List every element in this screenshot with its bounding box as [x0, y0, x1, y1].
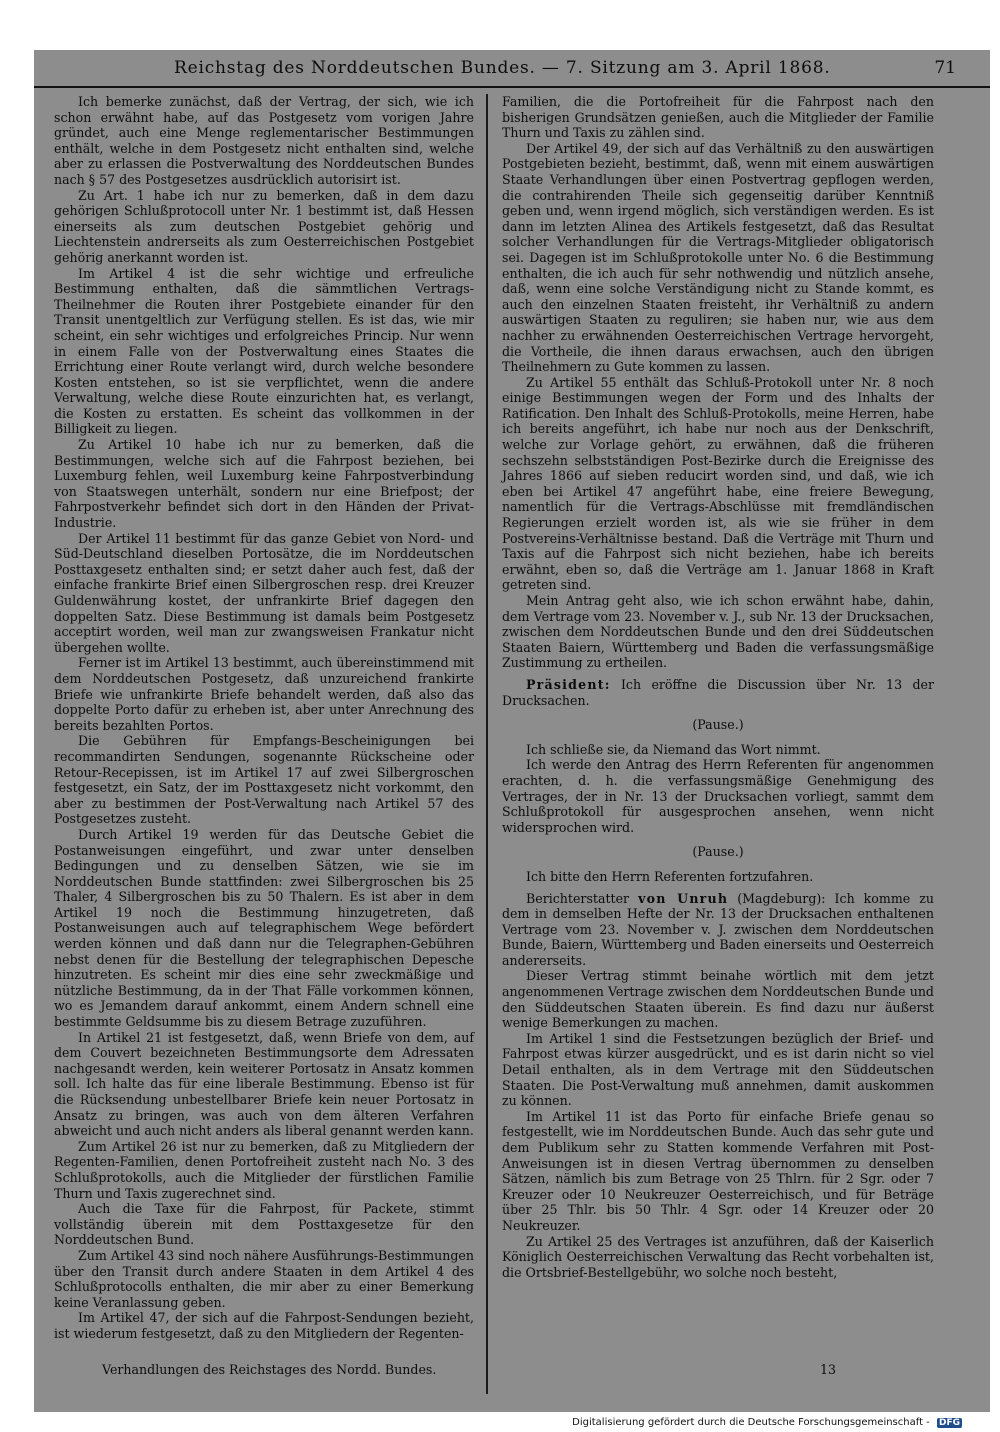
pause-note: (Pause.) — [692, 844, 744, 860]
paragraph: Im Artikel 1 sind die Festsetzungen bezüglich der Brief- und Fahrpost etwas kürzer ausgedrückt, und es ist darin nicht so viel Detail enthalten, als in dem Vertrage mit den Süddeutschen Staaten. Die Post-Verwaltung muß annehmen, damit auskommen zu können. — [502, 1030, 934, 1109]
digitization-credit — [572, 1417, 962, 1428]
paragraph: Der Artikel 49, der sich auf das Verhältniß zu den auswärtigen Postgebieten bezieht, bestimmt, daß, wenn mit einem auswärtigen Staate Verhandlungen über einen Postvertrag gepflogen werden, die contrahirenden Theile sich gegenseitig darüber Kenntniß geben und, wenn irgend möglich, sich verständigen werden. Es ist dann im letzten Alinea des Artikels festgesetzt, daß das Resultat solcher Verhandlungen für die Vertrags-Mitglieder obligatorisch sei. Dagegen ist im Schlußprotokolle unter No. 6 die Bestimmung enthalten, die ich auch für sehr nothwendig und nützlich ansehe, daß, wenn eine solche Verständigung nicht zu Stande kommt, es auch den einzelnen Staaten freisteht, ihr Verhältniß zu andern auswärtigen Staaten zu reguliren; sie haben nur, wie aus dem nachher zu erwähnenden Oesterreichischen Vertrage hervorgeht, die Vortheile, die ihnen daraus erwachsen, auch den übrigen Theilnehmern zu Gute kommen zu lassen. — [502, 140, 934, 375]
paragraph: In Artikel 21 ist festgesetzt, daß, wenn Briefe von dem, auf dem Couvert bezeichneten Bestimmungsorte dem Adressaten nachgesandt werden, kein weiterer Portosatz in Ansatz kommen soll. Ich halte das für eine liberale Bestimmung. Ebenso ist für die Rücksendung unbestellbarer Briefe kein neuer Portosatz in Ansatz zu bringen, was auch von dem älteren Verfahren abweicht und auch nicht anders als liberal genannt werden kann. — [54, 1029, 474, 1139]
paragraph: Ich schließe sie, da Niemand das Wort nimmt. — [526, 741, 821, 757]
paragraph: Durch Artikel 19 werden für das Deutsche Gebiet die Postanweisungen eingeführt, und zwar unter denselben Bedingungen und zu denselben Sätzen, wie sie im Norddeutschen Bunde stattfinden: zwei Silbergroschen bis 25 Thaler, 4 Silbergroschen bis zu 50 Thalern. Es ist aber in dem Artikel 19 noch die Bestimmung hinzugetreten, daß Postanweisungen auch auf telegraphischem Wege befördert werden können und daß dann nur die Telegraphen-Gebühren nebst denen für die Bestellung der telegraphischen Depesche hinzutreten. Es scheint mir dies eine sehr zweckmäßige und nützliche Bestimmung, da in der That Fälle vorkommen können, wo es Jemandem darauf ankommt, einem Andern schnell eine bestimmte Geldsumme bis zu diesem Betrage zuzuführen. — [54, 826, 474, 1030]
paragraph: Zum Artikel 43 sind noch nähere Ausführungs-Bestimmungen über den Transit durch andere Staaten in dem Artikel 4 des Schlußprotocolls enthalten, die mir aber zu einer Bemerkung keine Veranlassung geben. — [54, 1247, 474, 1310]
paragraph: Im Artikel 11 ist das Porto für einfache Briefe genau so festgestellt, wie im Norddeutschen Bunde. Auch das sehr gute und dem Publikum sehr zu Statten kommende Verfahren mit Post-Anweisungen ist in diesen Vertrag übernommen zu denselben Sätzen, nämlich bis zum Betrage von 25 Thlrn. für 2 Sgr. oder 7 Kreuzer oder 10 Neukreuzer Oesterreichisch, und für Beträge über 25 Thlr. bis 50 Thlr. 4 Sgr. oder 14 Kreuzer oder 20 Neukreuzer. — [502, 1108, 934, 1233]
paragraph: Ferner ist im Artikel 13 bestimmt, auch übereinstimmend mit dem Norddeutschen Postgesetz, daß unzureichend frankirte Briefe wie unfrankirte Briefe behandelt werden, daß also das doppelte Porto dafür zu erheben ist, aber unter Anrechnung des bereits bezahlten Portos. — [54, 655, 474, 733]
footer-source-line: Verhandlungen des Reichstages des Nordd. Bundes. — [102, 1362, 437, 1377]
paragraph: Ich bitte den Herrn Referenten fortzufahren. — [526, 868, 814, 884]
statement-text: Ich eröffne die Discussion über Nr. 13 der Drucksachen. — [502, 676, 934, 708]
paragraph: Im Artikel 4 ist die sehr wichtige und erfreuliche Bestimmung enthalten, daß die sämmtlichen Vertrags-Theilnehmer die Routen ihrer Postgebiete einander für den Transit unentgeltlich zur Verfügung stellen. Es ist das, wie mir scheint, ein sehr wichtiges und erfolgreiches Princip. Nur wenn in einem Falle von der Postverwaltung eines Staates die Errichtung einer Route verlangt wird, durch welche besondere Kosten entstehen, so ist sie verpflichtet, wenn die andere Verwaltung, welche diese Route einzurichten hat, es verlangt, die Kosten zu erstatten. Es scheint das vollkommen in der Billigkeit zu liegen. — [54, 265, 474, 437]
reporter-role: Berichterstatter — [526, 890, 630, 906]
right-column — [502, 94, 934, 1280]
paragraph: Zu Artikel 25 des Vertrages ist anzuführen, daß der Kaiserlich Königlich Oesterreichischen Verwaltung das Recht vorbehalten ist, die Ortsbrief-Bestellgebühr, wo solche noch besteht, — [502, 1233, 934, 1280]
statement-text: Ich komme zu dem in demselben Hefte der Nr. 13 der Drucksachen enthaltenen Vertrage vom 23. November v. J. zwischen dem Norddeutschen Bunde, Baiern, Württemberg und Baden einerseits und Oesterreich andererseits. — [502, 890, 934, 968]
sheet-number: 13 — [820, 1362, 837, 1377]
paragraph: Der Artikel 11 bestimmt für das ganze Gebiet von Nord- und Süd-Deutschland dieselben Portosätze, die im Norddeutschen Posttaxgesetz enthalten sind; er setzt daher auch fest, daß der einfache frankirte Brief einen Silbergroschen resp. drei Kreuzer Guldenwährung kostet, der unfrankirte Brief dagegen den doppelten Satz. Diese Bestimmung ist damals beim Postgesetz acceptirt worden, weil man zur zwangsweisen Frankatur nicht übergehen wollte. — [54, 530, 474, 655]
paragraph: Im Artikel 47, der sich auf die Fahrpost-Sendungen bezieht, ist wiederum festgesetzt, daß zu den Mitgliedern der Regenten- — [54, 1310, 474, 1341]
paragraph: Zu Art. 1 habe ich nur zu bemerken, daß in dem dazu gehörigen Schlußprotocoll unter Nr. 1 bestimmt ist, daß Hessen einerseits als zum deutschen Postgebiet gehörig und Liechtenstein andrerseits als zum Oesterreichischen Postgebiet gehörig anerkannt worden ist. — [54, 187, 474, 265]
running-title: Reichstag des Norddeutschen Bundes. — 7. Sitzung am 3. April 1868. — [174, 58, 831, 78]
dfg-logo-icon: DFG — [938, 1418, 960, 1428]
column-divider — [486, 94, 488, 1394]
president-statement — [502, 677, 934, 708]
paragraph: Auch die Taxe für die Fahrpost, für Packete, stimmt vollständig überein mit dem Posttaxgesetze für den Norddeutschen Bund. — [54, 1201, 474, 1248]
paragraph: Dieser Vertrag stimmt beinahe wörtlich mit dem jetzt angenommenen Vertrage zwischen dem Norddeutschen Bunde und den Süddeutschen Staaten überein. Es find dazu nur äußerst wenige Bemerkungen zu machen. — [502, 968, 934, 1031]
paragraph: Ich werde den Antrag des Herrn Referenten für angenommen erachten, d. h. die verfassungsmäßige Genehmigung des Vertrages, der in Nr. 13 der Drucksachen vorliegt, sammt dem Schlußprotokoll für ausgesprochen ansehen, wenn nicht widersprochen wird. — [502, 757, 934, 835]
paragraph: Zu Artikel 10 habe ich nur zu bemerken, daß die Bestimmungen, welche sich auf die Fahrpost beziehen, bei Luxemburg fehlen, weil Luxemburg keine Fahrpostverbindung von Staatswegen unterhält, sondern nur eine Briefpost; der Fahrpostverkehr befindet sich dort in den Händen der Privat-Industrie. — [54, 437, 474, 531]
continued-paragraph: Familien, die die Portofreiheit für die Fahrpost nach den bisherigen Grundsätzen genießen, auch die Mitglieder der Familie Thurn und Taxis zu zählen sind. — [502, 94, 934, 141]
page-number: 71 — [934, 58, 956, 78]
scanned-page — [34, 50, 990, 1412]
reporter-place: (Magdeburg): — [737, 890, 826, 906]
paragraph: Mein Antrag geht also, wie ich schon erwähnt habe, dahin, dem Vertrage vom 23. November v. J., sub Nr. 13 der Drucksachen, zwischen dem Norddeutschen Bunde und den drei Süddeutschen Staaten Baiern, Württemberg und Baden die verfassungsmäßige Zustimmung zu ertheilen. — [502, 593, 934, 671]
paragraph: Ich bemerke zunächst, daß der Vertrag, der sich, wie ich schon erwähnt habe, auf das Postgesetz vom vorigen Jahre gründet, auch eine Menge reglementarischer Bestimmungen enthält, welche in dem Postgesetz nicht enthalten sind, welche aber zu erlassen die Postverwaltung des Norddeutschen Bundes nach § 57 des Postgesetzes ausdrücklich autorisirt ist. — [54, 94, 474, 187]
paragraph: Die Gebühren für Empfangs-Bescheinigungen bei recommandirten Sendungen, sogenannte Rückscheine oder Retour-Recepissen, ist im Artikel 17 auf zwei Silbergroschen festgesetzt, ein Satz, der im Posttaxgesetz nicht vorkommt, den aber zu bestimmen der Post-Verwaltung nach Artikel 57 des Postgesetzes zusteht. — [54, 733, 474, 827]
paragraph: Zum Artikel 26 ist nur zu bemerken, daß zu Mitgliedern der Regenten-Familien, denen Portofreiheit zusteht nach No. 3 des Schlußprotokolls, auch die Mitglieder der fürstlichen Familie Thurn und Taxis zugerechnet sind. — [54, 1138, 474, 1201]
pause-note: (Pause.) — [692, 717, 744, 733]
reporter-name: von Unruh — [638, 890, 729, 906]
reporter-statement — [502, 891, 934, 969]
credit-text: Digitalisierung gefördert durch die Deutsche Forschungsgemeinschaft - — [572, 1417, 930, 1428]
paragraph: Zu Artikel 55 enthält das Schluß-Protokoll unter Nr. 8 noch einige Bestimmungen wegen der Form und des Inhalts der Ratification. Den Inhalt des Schluß-Protokolls, meine Herren, habe ich bereits angeführt, ich habe nur noch aus der Denkschrift, welche zur Vorlage gehört, zu erwähnen, daß die früheren sechszehn selbstständigen Post-Bezirke durch die Ereignisse des Jahres 1866 auf sieben reducirt worden sind, und daß, wie ich eben bei Artikel 47 angeführt habe, eine freiere Bewegung, namentlich für die Vertrags-Abschlüsse mit fremdländischen Regierungen erzielt worden ist, als wie sie früher in dem Postvereins-Verhältnisse bestand. Daß die Verträge mit Thurn und Taxis auf die Fahrpost sich nicht beziehen, habe ich bereits erwähnt, eben so, daß die Verträge am 1. Januar 1868 in Kraft getreten sind. — [502, 374, 934, 593]
speaker-label: Präsident: — [526, 676, 611, 692]
page-header — [34, 50, 990, 88]
left-column — [54, 94, 474, 1342]
